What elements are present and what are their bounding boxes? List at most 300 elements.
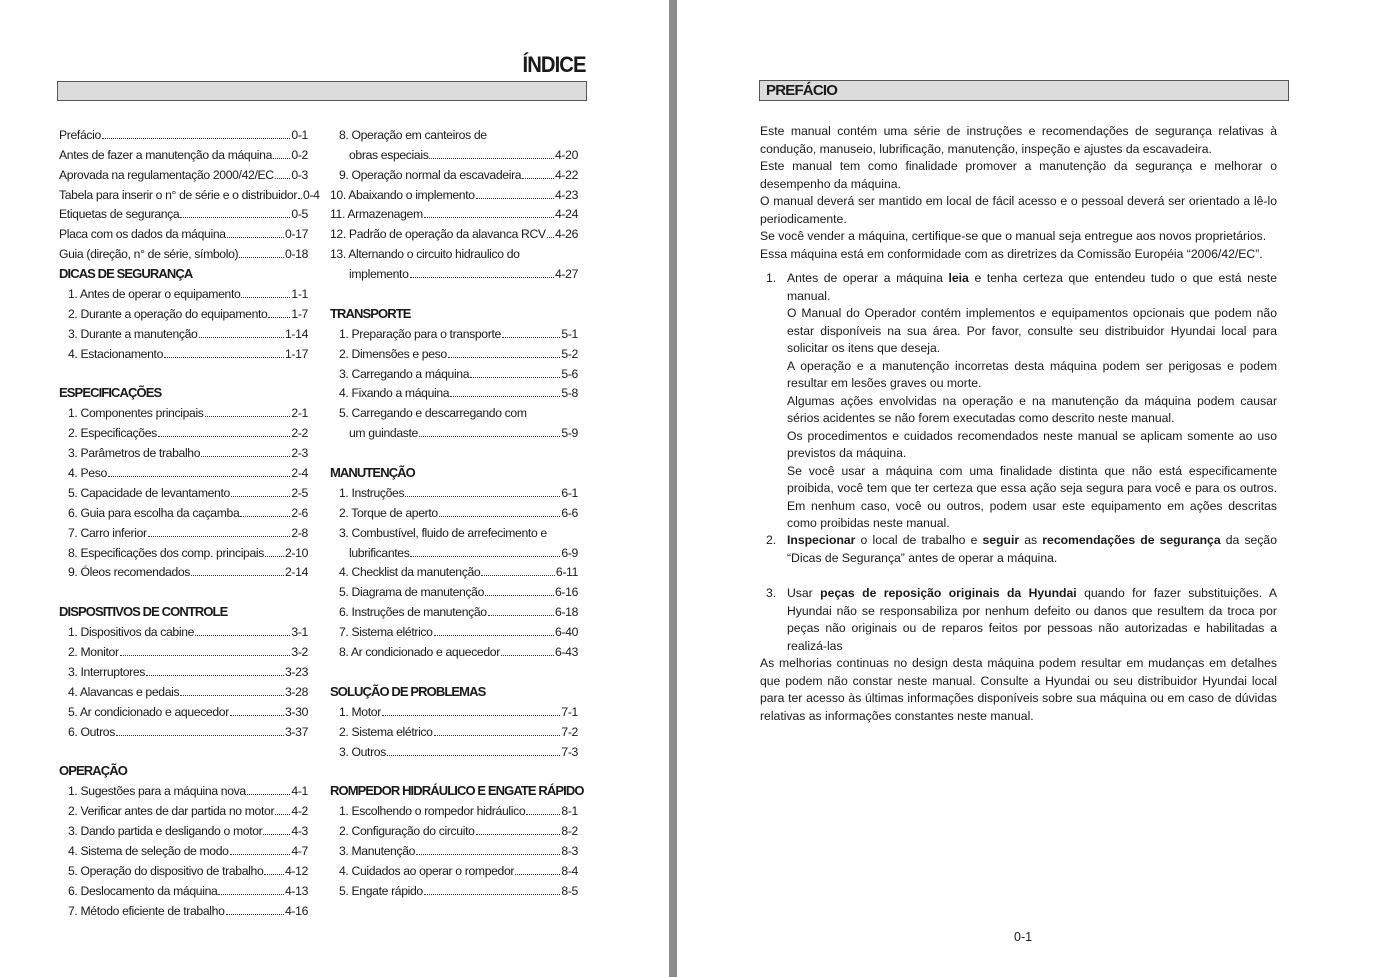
toc-dot-leader xyxy=(201,456,290,457)
toc-entry[interactable] xyxy=(59,778,308,798)
item-text: quando for fazer substituições. A Hyundai não se responsabiliza por nenhum defeito ou danos que resultem da troca por peças não originais ou de reparos feitos por pessoas não autorizadas e habilitadas a realizá-las xyxy=(787,586,1277,653)
toc-dot-leader xyxy=(485,595,554,596)
toc-dot-leader xyxy=(241,297,290,298)
toc-entry-page: 4-12 xyxy=(285,863,308,878)
toc-entry-title: 2. Especificações xyxy=(68,426,157,441)
toc-dot-leader xyxy=(273,158,290,159)
toc-entry-title: Tabela para inserir o n° de série e o distribuidor xyxy=(59,187,298,202)
toc-entry-title: 3. Carregando a máquina xyxy=(339,366,470,381)
toc-entry-page: 6-43 xyxy=(555,645,578,660)
index-page xyxy=(0,0,669,977)
intro-paragraph: Essa máquina está em conformidade com as diretrizes da Comissão Européia “2006/42/EC”. xyxy=(760,246,1263,261)
toc-section-heading[interactable]: SOLUÇÃO DE PROBLEMAS xyxy=(330,683,486,699)
toc-dot-leader xyxy=(264,874,284,875)
toc-entry[interactable] xyxy=(330,798,578,818)
toc-entry[interactable] xyxy=(330,520,578,540)
toc-dot-leader xyxy=(268,317,290,318)
toc-entry-title: 1. Escolhendo o rompedor hidráulico xyxy=(339,804,526,819)
toc-entry[interactable] xyxy=(59,818,308,838)
toc-entry[interactable] xyxy=(59,480,308,500)
item-emphasis: Inspecionar xyxy=(787,533,856,547)
item-text: Antes de operar a máquina xyxy=(787,271,949,285)
toc-entry-title: 1. Motor xyxy=(339,704,381,719)
toc-entry-title: 3. Manutenção xyxy=(339,843,416,858)
toc-entry-page: 4-20 xyxy=(555,147,578,162)
toc-dot-leader xyxy=(275,814,290,815)
toc-entry-title: 12. Padrão de operação da alavanca RCV xyxy=(330,227,546,242)
toc-dot-leader xyxy=(481,575,555,576)
toc-entry[interactable] xyxy=(59,321,308,341)
toc-entry-title: 1. Sugestões para a máquina nova xyxy=(68,784,246,799)
toc-entry-page: 1-1 xyxy=(291,287,308,302)
item-paragraph xyxy=(787,532,1277,567)
toc-dot-leader xyxy=(164,357,284,358)
toc-entry-title: 5. Diagrama de manutenção xyxy=(339,585,485,600)
toc-entry-title: Placa com os dados da máquina xyxy=(59,227,226,242)
toc-entry-page: 4-13 xyxy=(285,883,308,898)
item-text: as xyxy=(1019,533,1043,547)
toc-entry-page: 4-22 xyxy=(555,167,578,182)
toc-entry-title: 2. Configuração do circuito xyxy=(339,824,475,839)
toc-entry-page: 4-7 xyxy=(291,843,308,858)
item-number: 2. xyxy=(766,533,777,547)
toc-entry[interactable] xyxy=(330,221,578,241)
item-paragraph: Se você usar a máquina com uma finalidade distinta que não está especificamente proibida, você tem que ter certeza que essa ação seja segura para você e para os outros. Em nenhum caso, você ou outros, podem usar este equipamento em ações descritas como proibidas neste manual. xyxy=(787,463,1277,530)
item-emphasis: leia xyxy=(948,271,969,285)
toc-entry-title: 5. Engate rápido xyxy=(339,883,423,898)
toc-entry[interactable] xyxy=(59,460,308,480)
toc-entry[interactable] xyxy=(59,858,308,878)
toc-entry-title: Aprovada na regulamentação 2000/42/EC xyxy=(59,167,274,182)
toc-entry[interactable] xyxy=(59,798,308,818)
toc-entry[interactable] xyxy=(59,162,308,182)
closing-paragraph: As melhorias continuas no design desta máquina podem resultar em mudanças em detalhes que podem não constar neste manual. Consulte a Hyundai ou seu distribuidor Hyundai local para ter acesso às últimas informações disponíveis sobre sua máquina ou em caso de dúvidas relativas as informações constantes neste manual. xyxy=(760,656,1277,723)
toc-entry-title: implemento xyxy=(349,267,409,282)
toc-dot-leader xyxy=(476,198,554,199)
toc-entry-title: um guindaste xyxy=(349,426,418,441)
toc-entry[interactable] xyxy=(330,480,578,500)
item-emphasis: peças de reposição originais da Hyundai xyxy=(820,586,1077,600)
toc-dot-leader xyxy=(148,536,291,537)
toc-entry[interactable] xyxy=(59,679,308,699)
toc-entry[interactable] xyxy=(59,619,308,639)
toc-entry[interactable] xyxy=(330,202,578,222)
toc-entry-title: 11. Armazenagem xyxy=(330,207,423,222)
toc-section-heading[interactable]: OPERAÇÃO xyxy=(59,763,127,779)
toc-entry[interactable] xyxy=(59,420,308,440)
toc-entry[interactable] xyxy=(330,142,578,162)
toc-spacer xyxy=(59,361,308,381)
toc-dot-leader xyxy=(450,396,560,397)
toc-entry-title: 4. Peso xyxy=(68,466,107,481)
toc-entry-page: 8-2 xyxy=(561,824,578,839)
toc-entry[interactable] xyxy=(330,321,578,341)
toc-entry[interactable] xyxy=(330,878,578,898)
toc-entry-page: 8-1 xyxy=(561,804,578,819)
toc-entry[interactable] xyxy=(330,619,578,639)
toc-dot-leader xyxy=(448,357,561,358)
toc-entry-page: 4-2 xyxy=(291,804,308,819)
toc-dot-leader xyxy=(230,715,284,716)
toc-entry-page: 6-16 xyxy=(555,585,578,600)
toc-entry-page: 2-14 xyxy=(285,565,308,580)
page-gutter xyxy=(669,0,677,977)
preface-title: PREFÁCIO xyxy=(766,82,838,99)
toc-dot-leader xyxy=(522,178,554,179)
toc-entry-page: 5-6 xyxy=(561,366,578,381)
toc-spacer xyxy=(330,659,578,679)
item-text: o local de trabalho e xyxy=(855,533,983,547)
toc-entry[interactable] xyxy=(330,858,578,878)
index-title: ÍNDICE xyxy=(522,52,586,77)
toc-entry-title: 4. Cuidados ao operar o rompedor xyxy=(339,863,515,878)
toc-entry-page: 0-2 xyxy=(291,147,308,162)
toc-entry-title: 6. Outros xyxy=(68,724,115,739)
toc-entry[interactable] xyxy=(330,122,578,142)
toc-entry-page: 3-2 xyxy=(291,645,308,660)
toc-entry-page: 3-28 xyxy=(285,684,308,699)
toc-dot-leader xyxy=(502,337,561,338)
toc-dot-leader xyxy=(547,237,554,238)
toc-entry-page: 8-3 xyxy=(561,843,578,858)
toc-entry-title: 3. Outros xyxy=(339,744,386,759)
toc-entry[interactable] xyxy=(59,500,308,520)
toc-entry[interactable] xyxy=(330,818,578,838)
item-text: da seção “Dicas de Segurança” antes de operar a máquina. xyxy=(787,533,1277,565)
toc-entry-page: 7-2 xyxy=(561,724,578,739)
toc-dot-leader xyxy=(230,854,291,855)
toc-entry-page: 4-16 xyxy=(285,903,308,918)
toc-entry-page: 2-3 xyxy=(291,446,308,461)
toc-entry-page: 1-7 xyxy=(291,306,308,321)
toc-entry-title: 7. Carro inferior xyxy=(68,525,147,540)
toc-entry[interactable] xyxy=(59,241,308,261)
page-number: 0-1 xyxy=(1014,930,1033,944)
toc-entry-page: 2-8 xyxy=(291,525,308,540)
toc-dot-leader xyxy=(180,695,284,696)
toc-entry-title: Prefácio xyxy=(59,127,101,142)
toc-dot-leader xyxy=(227,237,284,238)
toc-entry[interactable] xyxy=(59,281,308,301)
toc-dot-leader xyxy=(416,854,560,855)
toc-dot-leader xyxy=(488,615,554,616)
toc-dot-leader xyxy=(116,735,284,736)
toc-dot-leader xyxy=(387,755,560,756)
toc-entry-page: 1-17 xyxy=(285,346,308,361)
toc-entry-title: Etiquetas de segurança xyxy=(59,207,180,222)
toc-dot-leader xyxy=(424,217,554,218)
toc-column-right xyxy=(330,122,584,898)
toc-entry-page: 0-3 xyxy=(291,167,308,182)
toc-dot-leader xyxy=(275,178,291,179)
toc-entry-title: 1. Dispositivos da cabine xyxy=(68,625,195,640)
toc-entry-page: 3-1 xyxy=(291,625,308,640)
item-paragraph: Os procedimentos e cuidados recomendados neste manual se aplicam somente ao uso previstos da máquina. xyxy=(787,428,1277,460)
toc-dot-leader xyxy=(424,894,561,895)
toc-spacer xyxy=(330,440,578,460)
toc-entry-page: 6-40 xyxy=(555,625,578,640)
toc-dot-leader xyxy=(526,814,560,815)
item-number: 1. xyxy=(766,271,777,285)
toc-entry-title: 4. Checklist da manutenção xyxy=(339,565,481,580)
toc-entry-title: 5. Carregando e descarregando com xyxy=(339,406,527,421)
toc-entry-title: 2. Durante a operação do equipamento xyxy=(68,306,268,321)
toc-entry[interactable] xyxy=(59,182,320,202)
toc-entry-title: 8. Ar condicionado e aquecedor xyxy=(339,645,500,660)
toc-entry[interactable] xyxy=(330,162,578,182)
toc-entry-page: 6-11 xyxy=(555,565,578,580)
toc-entry[interactable] xyxy=(330,420,578,440)
toc-entry-title: 1. Preparação para o transporte xyxy=(339,326,501,341)
preface-item-1 xyxy=(766,270,1277,533)
toc-entry[interactable] xyxy=(59,540,308,560)
item-paragraph xyxy=(787,585,1277,655)
toc-entry[interactable] xyxy=(59,639,308,659)
toc-entry-page: 3-30 xyxy=(285,704,308,719)
toc-dot-leader xyxy=(240,516,290,517)
toc-section-heading[interactable]: ESPECIFICAÇÕES xyxy=(59,385,162,401)
toc-entry[interactable] xyxy=(59,221,308,241)
toc-entry-title: 5. Operação do dispositivo de trabalho xyxy=(68,863,264,878)
toc-entry[interactable] xyxy=(59,122,308,142)
toc-entry[interactable] xyxy=(59,440,308,460)
toc-entry-page: 3-37 xyxy=(285,724,308,739)
toc-entry-title: 5. Capacidade de levantamento xyxy=(68,485,230,500)
toc-entry-page: 4-26 xyxy=(555,227,578,242)
toc-entry[interactable] xyxy=(59,560,308,580)
toc-section-heading[interactable]: TRANSPORTE xyxy=(330,305,411,321)
toc-entry[interactable] xyxy=(330,400,578,420)
toc-dot-leader xyxy=(405,496,560,497)
toc-entry[interactable] xyxy=(59,719,308,739)
toc-entry-title: 7. Método eficiente de trabalho xyxy=(68,903,225,918)
toc-entry[interactable] xyxy=(59,202,308,222)
toc-entry-page: 5-1 xyxy=(561,326,578,341)
toc-entry-title: 4. Alavancas e pedais xyxy=(68,684,180,699)
toc-dot-leader xyxy=(439,516,561,517)
toc-entry-page: 4-3 xyxy=(291,824,308,839)
toc-entry-page: 4-23 xyxy=(555,187,578,202)
toc-dot-leader xyxy=(476,834,561,835)
toc-entry-title: 10. Abaixando o implemento xyxy=(330,187,475,202)
toc-entry[interactable] xyxy=(330,719,578,739)
toc-column-left xyxy=(59,122,320,918)
preface-item-3 xyxy=(766,585,1277,655)
toc-entry-page: 0-17 xyxy=(285,227,308,242)
toc-entry[interactable] xyxy=(59,699,308,719)
toc-entry-page: 2-2 xyxy=(291,426,308,441)
item-number: 3. xyxy=(766,586,777,600)
toc-entry-page: 3-23 xyxy=(285,664,308,679)
preface-page xyxy=(677,0,1389,977)
toc-dot-leader xyxy=(180,217,290,218)
toc-entry[interactable] xyxy=(330,361,578,381)
toc-entry-title: 4. Sistema de seleção de modo xyxy=(68,843,229,858)
toc-dot-leader xyxy=(434,635,554,636)
toc-dot-leader xyxy=(501,655,554,656)
toc-entry[interactable] xyxy=(330,381,578,401)
toc-entry[interactable] xyxy=(330,739,578,759)
toc-entry-title: 3. Combustível, fluido de arrefecimento e xyxy=(339,525,547,540)
toc-entry-title: 6. Instruções de manutenção xyxy=(339,605,487,620)
toc-entry-page: 8-4 xyxy=(561,863,578,878)
toc-dot-leader xyxy=(382,715,561,716)
toc-dot-leader xyxy=(429,158,554,159)
toc-section-heading[interactable]: DICAS DE SEGURANÇA xyxy=(59,266,193,282)
toc-entry-page: 1-14 xyxy=(285,326,308,341)
toc-entry-title: 13. Alternando o circuito hidraulico do xyxy=(330,247,520,262)
toc-section-heading[interactable]: ROMPEDOR HIDRÁULICO E ENGATE RÁPIDO xyxy=(330,783,584,799)
toc-entry[interactable] xyxy=(330,241,578,261)
toc-entry[interactable] xyxy=(59,301,308,321)
item-lead xyxy=(787,270,1277,305)
toc-entry-title: lubrificantes xyxy=(349,545,410,560)
toc-spacer xyxy=(330,281,578,301)
toc-entry-title: 6. Deslocamento da máquina xyxy=(68,883,218,898)
toc-entry[interactable] xyxy=(330,261,578,281)
toc-entry-title: 8. Operação em canteiros de xyxy=(339,127,487,142)
toc-entry-title: obras especiais xyxy=(349,147,429,162)
preface-intro xyxy=(760,123,1277,263)
toc-dot-leader xyxy=(195,635,290,636)
toc-dot-leader xyxy=(226,914,284,915)
toc-entry-title: 6. Guia para escolha da caçamba xyxy=(68,505,240,520)
toc-entry-page: 0-18 xyxy=(285,247,308,262)
item-paragraph: O Manual do Operador contém implementos e equipamentos opcionais que podem não estar disponíveis na sua área. Por favor, consulte seu distribuidor Hyundai local para solicitar os itens que deseja. xyxy=(787,306,1277,355)
toc-dot-leader xyxy=(410,277,555,278)
toc-section-heading[interactable]: MANUTENÇÃO xyxy=(330,465,415,481)
toc-entry-page: 7-1 xyxy=(561,704,578,719)
toc-entry[interactable] xyxy=(330,540,578,560)
toc-dot-leader xyxy=(191,575,284,576)
toc-entry-page: 2-1 xyxy=(291,406,308,421)
toc-dot-leader xyxy=(102,138,291,139)
toc-entry-title: 2. Verificar antes de dar partida no motor xyxy=(68,804,275,819)
toc-entry-page: 2-10 xyxy=(285,545,308,560)
toc-entry-title: 2. Sistema elétrico xyxy=(339,724,433,739)
intro-paragraph: Este manual contém uma série de instruções e recomendações de segurança relativas à condução, manuseio, lubrificação, manutenção, inspeção e ajustes da escavadeira. xyxy=(760,124,1277,156)
toc-dot-leader xyxy=(146,675,284,676)
toc-entry-page: 6-6 xyxy=(561,505,578,520)
toc-entry-page: 4-27 xyxy=(555,267,578,282)
intro-paragraph: Se você vender a máquina, certifique-se que o manual seja entregue aos novos proprietários. xyxy=(760,229,1267,243)
toc-entry-title: 2. Torque de aperto xyxy=(339,505,438,520)
toc-entry[interactable] xyxy=(330,599,578,619)
toc-entry-title: 3. Durante a manutenção xyxy=(68,326,198,341)
toc-entry-title: Guia (direção, n° de série, símbolo) xyxy=(59,247,239,262)
toc-dot-leader xyxy=(410,556,560,557)
toc-entry-title: Antes de fazer a manutenção da máquina xyxy=(59,147,272,162)
toc-entry-page: 5-2 xyxy=(561,346,578,361)
item-emphasis: seguir xyxy=(982,533,1020,547)
toc-entry-page: 7-3 xyxy=(561,744,578,759)
intro-paragraph: Este manual tem como finalidade promover a manutenção da segurança e melhorar o desempenho da máquina. xyxy=(760,159,1277,191)
toc-dot-leader xyxy=(470,377,560,378)
toc-entry-page: 2-5 xyxy=(291,485,308,500)
toc-dot-leader xyxy=(199,337,285,338)
toc-entry[interactable] xyxy=(59,400,308,420)
toc-section-heading[interactable]: DISPOSITIVOS DE CONTROLE xyxy=(59,604,228,620)
toc-entry-page: 2-4 xyxy=(291,466,308,481)
toc-entry-title: 3. Interruptores xyxy=(68,664,146,679)
toc-entry-page: 4-24 xyxy=(555,207,578,222)
toc-dot-leader xyxy=(298,198,302,199)
toc-entry[interactable] xyxy=(59,659,308,679)
toc-entry-page: 2-6 xyxy=(291,505,308,520)
toc-spacer xyxy=(59,579,308,599)
toc-entry[interactable] xyxy=(330,639,578,659)
toc-entry-title: 1. Antes de operar o equipamento xyxy=(68,287,241,302)
toc-entry-title: 9. Operação normal da escavadeira xyxy=(339,167,522,182)
toc-entry[interactable] xyxy=(330,182,578,202)
toc-dot-leader xyxy=(239,257,284,258)
toc-entry-title: 4. Estacionamento xyxy=(68,346,163,361)
toc-entry-page: 8-5 xyxy=(561,883,578,898)
toc-entry[interactable] xyxy=(59,142,308,162)
item-emphasis: recomendações de segurança xyxy=(1042,533,1221,547)
toc-entry-title: 4. Fixando a máquina xyxy=(339,386,450,401)
item-text: e tenha certeza que entendeu tudo o que está neste manual. xyxy=(787,271,1277,303)
toc-dot-leader xyxy=(515,874,560,875)
toc-entry[interactable] xyxy=(59,878,308,898)
toc-entry-page: 5-8 xyxy=(561,386,578,401)
toc-entry-page: 4-1 xyxy=(291,784,308,799)
toc-entry-title: 2. Monitor xyxy=(68,645,119,660)
preface-closing xyxy=(760,655,1277,725)
preface-title-bar xyxy=(759,80,1289,101)
item-text: Usar xyxy=(787,586,821,600)
toc-dot-leader xyxy=(419,436,560,437)
toc-dot-leader xyxy=(231,496,290,497)
intro-paragraph: O manual deverá ser mantido em local de fácil acesso e o pessoal deverá ser orientado a lê-lo periodicamente. xyxy=(760,194,1277,226)
preface-item-2 xyxy=(766,532,1277,567)
toc-entry-title: 5. Ar condicionado e aquecedor xyxy=(68,704,229,719)
toc-entry-title: 1. Componentes principais xyxy=(68,406,204,421)
toc-entry[interactable] xyxy=(59,341,308,361)
toc-entry-page: 0-5 xyxy=(291,207,308,222)
toc-entry-page: 6-18 xyxy=(555,605,578,620)
toc-entry[interactable] xyxy=(330,341,578,361)
toc-dot-leader xyxy=(205,416,291,417)
toc-entry-page: 6-1 xyxy=(561,485,578,500)
toc-dot-leader xyxy=(265,556,284,557)
toc-entry[interactable] xyxy=(59,838,308,858)
toc-spacer xyxy=(330,759,578,779)
toc-entry[interactable] xyxy=(330,699,578,719)
toc-spacer xyxy=(59,739,308,759)
index-title-bar xyxy=(57,81,587,101)
toc-entry[interactable] xyxy=(330,579,578,599)
toc-entry-title: 2. Dimensões e peso xyxy=(339,346,447,361)
toc-entry[interactable] xyxy=(330,500,578,520)
toc-entry-title: 7. Sistema elétrico xyxy=(339,625,433,640)
toc-entry-page: 5-9 xyxy=(561,426,578,441)
toc-entry-title: 9. Óleos recomendados xyxy=(68,565,191,580)
toc-dot-leader xyxy=(434,735,561,736)
toc-dot-leader xyxy=(263,834,290,835)
toc-entry-page: 0-1 xyxy=(291,127,308,142)
toc-entry[interactable] xyxy=(59,898,308,918)
toc-dot-leader xyxy=(158,436,291,437)
toc-entry[interactable] xyxy=(330,560,578,580)
toc-entry[interactable] xyxy=(330,838,578,858)
toc-dot-leader xyxy=(218,894,284,895)
toc-entry-page: 0-4 xyxy=(303,187,320,202)
toc-entry[interactable] xyxy=(59,520,308,540)
toc-entry-title: 3. Parâmetros de trabalho xyxy=(68,446,201,461)
toc-dot-leader xyxy=(247,794,291,795)
toc-dot-leader xyxy=(120,655,291,656)
